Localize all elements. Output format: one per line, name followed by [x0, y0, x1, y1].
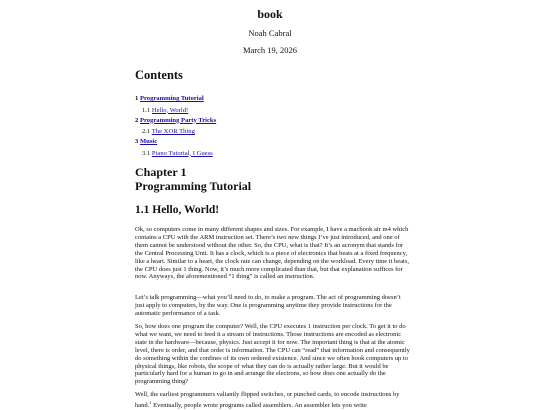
- toc-link-music[interactable]: Music: [139, 138, 158, 145]
- toc-chapter-2: [135, 116, 415, 127]
- toc-section-number: 3.1: [142, 149, 151, 157]
- toc-chapter-number: 1: [135, 95, 139, 102]
- toc-section-2-1: [135, 126, 415, 137]
- body-paragraph: [135, 391, 410, 410]
- toc-section-1-1: [135, 105, 415, 116]
- toc-section-number: 1.1: [142, 106, 151, 114]
- section-heading: 1.1 Hello, World!: [135, 204, 220, 216]
- toc-chapter-3: [135, 137, 415, 148]
- chapter-label: Chapter 1: [135, 165, 187, 179]
- document-date: March 19, 2026: [242, 45, 298, 55]
- document-title: book: [257, 7, 283, 21]
- toc-section-3-1: [135, 148, 415, 159]
- paragraph-text: Well, the earliest programmers valiantly flipped switches, or punched cards, to encode instructions by hand.: [135, 391, 400, 410]
- toc-chapter-number: 3: [135, 138, 139, 145]
- toc-link-programming-tutorial[interactable]: Programming Tutorial: [139, 95, 204, 102]
- document-author: Noah Cabral: [248, 28, 292, 38]
- table-of-contents: [135, 94, 415, 159]
- contents-heading: Contents: [135, 68, 183, 82]
- body-paragraph: Let’s talk programming—what you’ll need to do, to make a program. The act of programming doesn’t just apply to computers, by the way. One is programming anytime they provide instructions for the automatic performance of a task.: [135, 294, 401, 317]
- chapter-title: Programming Tutorial: [135, 178, 252, 193]
- paragraph-text: Eventually, people wrote programs called assemblers. An assembler lets you write: [151, 402, 367, 410]
- toc-link-piano-tutorial[interactable]: Piano Tutorial, I Guess: [151, 149, 213, 157]
- toc-link-programming-party-tricks[interactable]: Programming Party Tricks: [139, 116, 217, 124]
- body-paragraph: So, how does one program the computer? Well, the CPU executes 1 instruction per clock. To get it to do what we want, we need to feed it a stream of instructions. Those instructions are encoded as electronic state in the hardware—because, physics. Just accept it for now. The important thing is that at the atomic level, there is order, and that order is information. The CPU can “read” that information and consequently do something within the confines of its own ordered existence. And since we often hook computers up to physical things, like robots, the scope of what they can do is actually rather large. But it would be particularly hard for a human to go in and arrange the electrons, so how does one actually do the programming thing?: [135, 323, 410, 386]
- body-paragraph: Ok, so computers come in many different shapes and sizes. For example, I have a macbook air m4 which contains a CPU with the ARM instruction set. There’s two new things I’ve just introduced, and one of them cannot be understood without the other. So, the CPU, what is that? It’s an acronym that stands for the Central Processing Unit. It has a clock, which is a piece of electronics that beats at a fixed frequency, like a heart. Similar to a heart, the clock rate can change, depending on the workload. Every time it beats, the CPU does just 1 thing. Now, it’s much more complicated than that, but that explanation suffices for now. Anyways, the aforementioned “1 thing” is called an instruction.: [135, 226, 409, 281]
- chapter-heading: [135, 166, 251, 193]
- toc-link-hello-world[interactable]: Hello, World!: [151, 106, 189, 114]
- toc-section-number: 2.1: [142, 128, 151, 135]
- toc-chapter-1: [135, 94, 415, 105]
- footnote-marker[interactable]: 1: [149, 399, 152, 405]
- toc-chapter-number: 2: [135, 116, 139, 124]
- toc-link-xor-thing[interactable]: The XOR Thing: [151, 128, 195, 135]
